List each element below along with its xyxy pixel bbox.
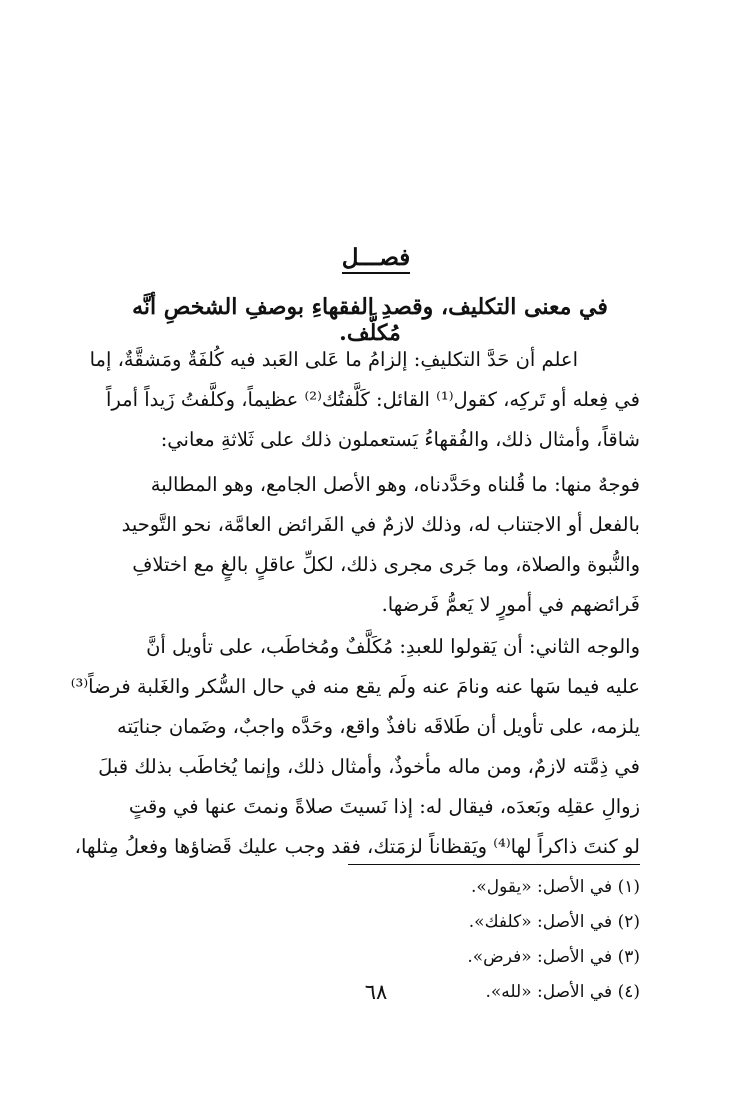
footnote-3: (٣) في الأصل: «فرض». xyxy=(467,947,640,967)
section-heading-text: فصـــل xyxy=(342,244,411,274)
paragraph-3 xyxy=(70,627,640,867)
paragraph-2 xyxy=(100,465,640,625)
text-line: اعلم أن حَدَّ التكليفِ: إلزامُ ما عَلى العَبد فيه كُلفَةٌ ومَشقَّةٌ، إما xyxy=(89,348,578,371)
chapter-title: في معنى التكليف، وقصدِ الفقهاءِ بوصفِ الشخصِ أنَّه مُكلَّف. xyxy=(132,294,608,346)
text-line: زوالِ عقلِه وبَعدَه، فيقال له: إذا نَسيتَ صلاةً ونمتَ عنها في وقتٍ xyxy=(128,795,640,818)
text-line: عليه فيما سَها عنه ونامَ عنه ولَم يقع منه في حال السُّكر والغَلبة فرضاً⁽³⁾ xyxy=(70,675,640,698)
text-line: والنُّبوة والصلاة، وما جَرى مجرى ذلك، لكلِّ عاقلٍ بالغٍ مع اختلافِ xyxy=(132,553,640,576)
footnote-2: (٢) في الأصل: «كلفك». xyxy=(468,912,640,932)
text-line: شاقاً، وأمثال ذلك، والفُقهاءُ يَستعملون ذلك على ثَلاثةِ معاني: xyxy=(160,428,640,451)
page-number: ٦٨ xyxy=(364,980,388,1004)
footnote-divider xyxy=(348,864,640,865)
text-line: في فِعله أو تَركِه، كقول⁽¹⁾ القائل: كَلَّفتُك⁽²⁾ عظيماً، وكلَّفتُ زَيداً أمراً xyxy=(105,388,640,411)
text-line: بالفعل أو الاجتناب له، وذلك لازمٌ في الفَرائض العامَّة، نحو التَّوحيد xyxy=(121,513,640,536)
footnote-1: (١) في الأصل: «يقول». xyxy=(470,877,640,897)
text-line: في ذِمَّته لازمٌ، ومن ماله مأخوذٌ، وأمثال ذلك، وإنما يُخاطَب بذلك قبلَ xyxy=(98,755,640,778)
footnote-4: (٤) في الأصل: «لله». xyxy=(485,982,640,1002)
text-line: يلزمه، على تأويل أن طَلاقَه نافذٌ واقع، وحَدَّه واجبٌ، وضَمان جنايَته xyxy=(117,715,640,738)
text-line: والوجه الثاني: أن يَقولوا للعبدِ: مُكَلَّفٌ ومُخاطَب، على تأويل أنَّ xyxy=(146,635,640,658)
section-heading xyxy=(0,244,752,274)
paragraph-1 xyxy=(89,340,640,460)
text-line: لو كنتَ ذاكراً لها⁽⁴⁾ ويَقظاناً لزمَتك، فقد وجب عليك قَضاؤها وفعلُ مِثلها، xyxy=(74,835,640,858)
text-line: فوجهٌ منها: ما قُلناه وحَدَّدناه، وهو الأصل الجامع، وهو المطالبة xyxy=(150,473,640,496)
text-line: فَرائضهم في أمورٍ لا يَعمُّ فَرضها. xyxy=(381,593,640,616)
